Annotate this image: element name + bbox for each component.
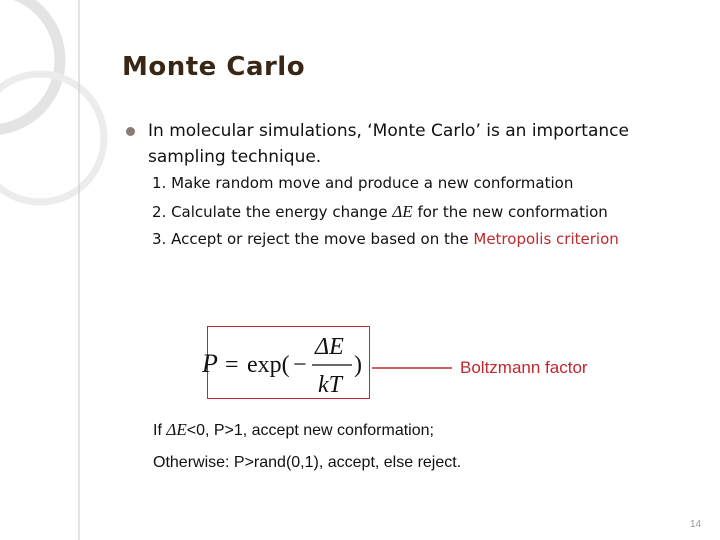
formula-equals: = [225,352,239,378]
delta-e-symbol: ΔE [392,202,413,221]
acceptance-rule-1 [153,420,434,440]
boltzmann-factor-label: Boltzmann factor [460,358,588,377]
boltzmann-formula [196,322,386,404]
slide-title: Monte Carlo [122,52,306,82]
formula-lhs: P [202,349,218,378]
formula-minus: − [293,352,307,378]
formula-exp: exp( [247,352,290,378]
step-2-text-after: for the new conformation [412,203,608,221]
page-number: 14 [690,519,702,530]
rule-1-suffix: <0, P>1, accept new conformation; [186,422,434,439]
rule-1-prefix: If [153,422,167,439]
metropolis-criterion: Metropolis criterion [473,230,619,248]
formula-close-paren: ) [354,352,362,378]
step-3 [152,230,619,248]
bullet-text: In molecular simulations, ‘Monte Carlo’ is an importance sampling technique. [148,121,629,167]
step-3-text: 3. Accept or reject the move based on the [152,230,474,248]
decor-circle-small [0,74,104,202]
formula-numerator: ΔE [315,334,344,360]
bullet-dot [126,127,135,136]
step-1: 1. Make random move and produce a new conformation [152,174,574,192]
rule-1-delta-e: ΔE [166,420,187,439]
acceptance-rule-2: Otherwise: P>rand(0,1), accept, else reject. [153,454,462,471]
step-2 [152,202,608,222]
formula-denominator: kT [318,372,342,398]
decor-circle-large [0,0,60,130]
step-2-text-before: 2. Calculate the energy change [152,203,393,221]
